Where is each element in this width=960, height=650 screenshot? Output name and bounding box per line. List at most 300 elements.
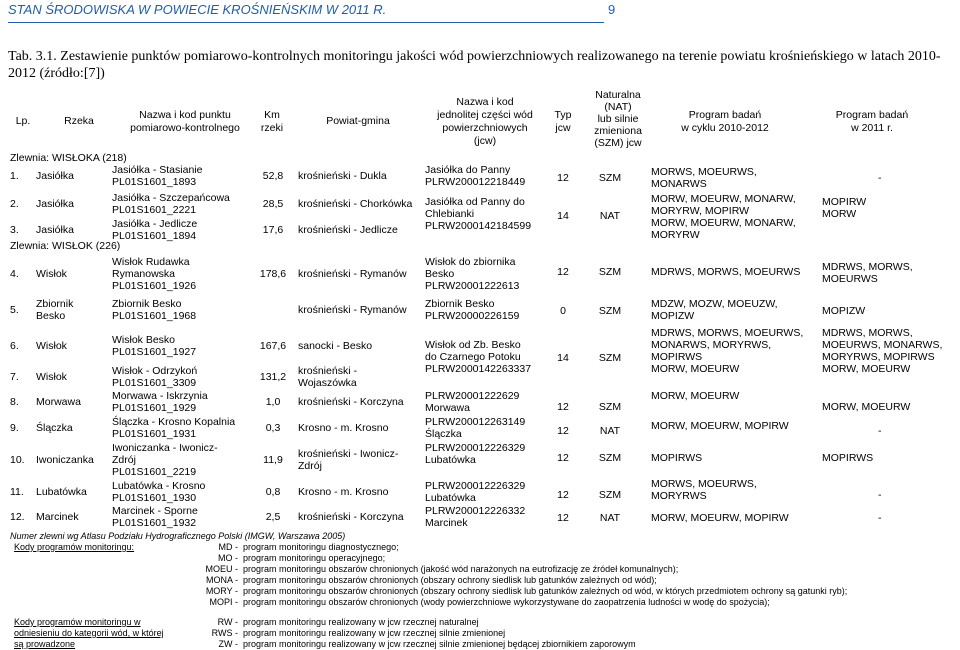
jcw-name: [425, 390, 565, 414]
row-lp-line: 3.: [10, 224, 19, 236]
row-point-line: PL01S1601_1894: [112, 230, 197, 242]
jcw-name-line: Lubatówka: [425, 454, 476, 466]
header-jcw: [415, 96, 555, 148]
program-cycle-line: MORW, MOEURW, MONARW,: [651, 217, 796, 229]
row-county-line: krośnieński - Chorkówka: [298, 198, 413, 210]
row-point-line: PL01S1601_1932: [112, 517, 197, 529]
running-header: STAN ŚRODOWISKA W POWIECIE KROŚNIEŃSKIM W 2011 R.: [8, 2, 387, 17]
row-county: [298, 268, 418, 280]
row-river-line: Zbiornik: [36, 298, 74, 310]
row-km-line: 167,6: [259, 340, 287, 352]
jcw-name-line: do Czarnego Potoku: [425, 351, 521, 363]
header-point: [110, 109, 260, 135]
row-point-line: PL01S1601_2219: [112, 466, 197, 478]
header-type: [543, 109, 583, 135]
header-km-line: rzeki: [260, 122, 284, 134]
header-jcw-line: jednolitej części wód: [437, 109, 533, 121]
legend-code: MOEU -: [205, 564, 238, 574]
row-river-line: Wisłok: [36, 340, 67, 352]
row-river: [36, 268, 116, 280]
jcw-nat: [590, 452, 630, 464]
program-cycle-line: MORW, MOEURW, MOPIRW: [651, 512, 789, 524]
jcw-name-line: Marcinek: [425, 517, 468, 529]
jcw-type-line: 0: [560, 305, 566, 317]
program-2011-line: MOPIRWS: [822, 452, 874, 464]
row-county-line: krośnieński - Jedlicze: [298, 224, 398, 236]
jcw-name-line: PLRW200012226332: [425, 505, 526, 517]
row-lp-line: 10.: [10, 454, 25, 466]
row-lp: [10, 340, 38, 352]
jcw-nat: [590, 210, 630, 222]
header-nat: [578, 89, 658, 149]
jcw-name: [425, 480, 565, 504]
program-2011-line: -: [878, 172, 882, 184]
jcw-type: [548, 401, 578, 413]
program-cycle: [651, 166, 821, 190]
program-cycle-line: MDZW, MOZW, MOEUZW,: [651, 298, 778, 310]
jcw-name-line: Morwawa: [425, 402, 470, 414]
row-lp: [10, 224, 38, 236]
row-lp: [10, 396, 38, 408]
header-type-line: jcw: [555, 122, 571, 134]
row-point-line: Jasiółka - Stasianie: [112, 164, 203, 176]
row-river: [36, 224, 116, 236]
row-river-line: Lubatówka: [36, 486, 87, 498]
row-point: [112, 390, 262, 414]
row-river-line: Jasiółka: [36, 224, 74, 236]
row-river-line: Besko: [36, 310, 66, 322]
header-nat-line: (NAT): [604, 101, 632, 113]
jcw-nat-line: SZM: [598, 452, 622, 464]
jcw-nat: [590, 401, 630, 413]
jcw-type: [548, 266, 578, 278]
row-lp-line: 6.: [10, 340, 19, 352]
row-km-line: 1,0: [265, 396, 281, 408]
header-km: [252, 109, 292, 135]
program-2011-line: MORW, MOEURW: [822, 401, 911, 413]
row-km-line: 2,5: [265, 511, 281, 523]
row-county-line: krośnieński -: [298, 365, 357, 377]
jcw-type-line: 12: [557, 172, 569, 184]
row-river: [36, 298, 116, 322]
program-2011-line: MOEURWS: [822, 273, 878, 285]
header-nat-line: Naturalna: [595, 89, 641, 101]
row-km-line: 0,8: [265, 486, 281, 498]
page-number: 9: [608, 2, 616, 17]
legend-description: program monitoringu realizowany w jcw rzecznej silnie zmienionej będącej zbiornikiem zaporowym: [243, 639, 636, 649]
row-point-line: PL01S1601_1929: [112, 402, 197, 414]
row-county: [298, 340, 418, 352]
row-km: [256, 486, 290, 498]
jcw-type: [548, 352, 578, 364]
header-jcw-line: Nazwa i kod: [456, 96, 514, 108]
row-km-line: 0,3: [265, 422, 281, 434]
row-county-line: krośnieński - Rymanów: [298, 268, 407, 280]
row-county: [298, 304, 418, 316]
row-km: [256, 511, 290, 523]
jcw-type-line: 12: [557, 266, 569, 278]
program-cycle-line: MORW, MOEURW, MOPIRW: [651, 420, 789, 432]
legend-description: program monitoringu operacyjnego;: [243, 553, 386, 563]
row-point-line: Jasiółka - Szczepańcowa: [112, 192, 230, 204]
row-km-line: 178,6: [259, 268, 287, 280]
jcw-name: [425, 505, 565, 529]
program-2011: [822, 452, 960, 464]
row-lp-line: 9.: [10, 422, 19, 434]
program-2011: [822, 196, 960, 220]
row-point-line: Zbiornik Besko: [112, 298, 182, 310]
legend-title-programs: Kody programów monitoringu:: [14, 542, 135, 552]
jcw-nat: [590, 305, 630, 317]
header-program-2011-line: Program badań: [835, 109, 909, 121]
jcw-name-line: PLRW200012226329: [425, 442, 526, 454]
header-river: [44, 115, 114, 127]
row-county-line: Zdrój: [298, 460, 322, 472]
row-lp: [10, 198, 38, 210]
row-county-line: krośnieński - Korczyna: [298, 396, 404, 408]
legend-title-categories: odniesieniu do kategorii wód, w której: [14, 628, 164, 638]
program-2011-line: MDRWS, MORWS,: [822, 327, 913, 339]
program-2011: [878, 512, 890, 524]
program-cycle: [651, 266, 821, 278]
header-point-line: pomiarowo-kontrolnego: [130, 122, 240, 134]
program-2011: [822, 401, 960, 413]
program-2011: [822, 261, 960, 285]
row-lp-line: 2.: [10, 198, 19, 210]
row-km-line: 131,2: [259, 371, 287, 383]
row-km: [256, 170, 290, 182]
jcw-name-line: Wisłok do zbiornika: [425, 256, 516, 268]
row-county-line: krośnieński - Dukla: [298, 170, 387, 182]
legend-code: MOPI -: [209, 597, 238, 607]
jcw-nat-line: SZM: [598, 266, 622, 278]
row-point: [112, 365, 262, 389]
row-point-line: PL01S1601_1968: [112, 310, 197, 322]
jcw-type: [548, 172, 578, 184]
row-river: [36, 340, 116, 352]
header-program-2011: [812, 109, 932, 135]
row-river: [36, 454, 116, 466]
row-county: [298, 365, 418, 389]
row-river-line: Ślączka: [36, 422, 73, 434]
jcw-name-line: PLRW2000142263337: [425, 363, 532, 375]
legend-description: program monitoringu diagnostycznego;: [243, 542, 399, 552]
jcw-name-line: PLRW200012218449: [425, 176, 526, 188]
row-county: [298, 396, 418, 408]
row-county-line: sanocki - Besko: [298, 340, 373, 352]
legend-code: MONA -: [205, 575, 238, 585]
row-county: [298, 486, 418, 498]
legend-title-categories: Kody programów monitoringu w: [14, 617, 141, 627]
row-county-line: krośnieński - Korczyna: [298, 511, 404, 523]
program-2011-line: MORW: [822, 208, 857, 220]
row-km: [256, 268, 290, 280]
jcw-nat: [590, 512, 630, 524]
program-cycle: [651, 193, 821, 241]
program-cycle-line: MORYRWS: [651, 490, 707, 502]
jcw-name-line: Chlebianki: [425, 208, 475, 220]
row-point: [112, 256, 262, 292]
row-river-line: Jasiółka: [36, 170, 74, 182]
row-lp: [10, 170, 38, 182]
jcw-name-line: Ślączka: [425, 428, 462, 440]
row-river-line: Morwawa: [36, 396, 81, 408]
jcw-type-line: 14: [557, 352, 569, 364]
row-river-line: Marcinek: [36, 511, 79, 523]
jcw-nat: [590, 266, 630, 278]
header-nat-line: (SZM) jcw: [594, 137, 642, 149]
row-lp-line: 4.: [10, 268, 19, 280]
legend-description: program monitoringu obszarów chronionych (obszary ochrony siedlisk lub gatunków zależnych od wód);: [243, 575, 657, 585]
program-2011-line: MOEURWS, MONARWS,: [822, 339, 943, 351]
jcw-type-line: 12: [557, 452, 569, 464]
header-type-line: Typ: [554, 109, 572, 121]
row-km: [256, 422, 290, 434]
legend-code: MORY -: [205, 586, 238, 596]
row-point: [112, 192, 262, 216]
header-lp-line: Lp.: [15, 115, 31, 127]
jcw-name-line: PLRW20001222629: [425, 390, 520, 402]
jcw-type-line: 12: [557, 489, 569, 501]
program-cycle-line: MORYRW: [651, 229, 700, 241]
jcw-type: [548, 210, 578, 222]
row-km-line: 11,9: [263, 454, 283, 466]
program-cycle: [651, 478, 821, 502]
jcw-type-line: 12: [557, 425, 569, 437]
jcw-type: [548, 425, 578, 437]
row-county-line: Krosno - m. Krosno: [298, 422, 389, 434]
program-2011: [878, 172, 890, 184]
program-2011-line: MOPIRW: [822, 196, 867, 208]
row-lp-line: 11.: [10, 486, 24, 498]
jcw-nat-line: NAT: [599, 210, 621, 222]
row-point: [112, 442, 262, 478]
jcw-type: [548, 305, 578, 317]
header-lp: [8, 115, 38, 127]
row-point: [112, 505, 262, 529]
row-lp: [10, 486, 38, 498]
jcw-name-line: PLRW200012226329: [425, 480, 526, 492]
row-county: [298, 170, 418, 182]
program-cycle-line: MONARWS, MORYRWS,: [651, 339, 772, 351]
row-point-line: Zdrój: [112, 454, 136, 466]
program-cycle-line: MONARWS: [651, 178, 707, 190]
row-river-line: Iwoniczanka: [36, 454, 94, 466]
header-program-cycle: [655, 109, 795, 135]
jcw-name: [425, 442, 565, 466]
row-km: [256, 340, 290, 352]
row-point-line: PL01S1601_2221: [112, 204, 197, 216]
legend-description: program monitoringu obszarów chronionych (jakość wód narażonych na eutrofizację ze źródeł komunalnych);: [243, 564, 679, 574]
row-river: [36, 511, 116, 523]
program-2011: [822, 327, 960, 375]
row-county: [298, 511, 418, 523]
row-river-line: Jasiółka: [36, 198, 74, 210]
jcw-nat: [590, 425, 630, 437]
program-cycle-line: MOPIRWS: [651, 452, 703, 464]
program-cycle-line: MDRWS, MORWS, MOEURWS: [651, 266, 801, 278]
jcw-type: [548, 489, 578, 501]
jcw-type-line: 12: [557, 401, 569, 413]
row-point-line: PL01S1601_1930: [112, 492, 197, 504]
jcw-nat-line: NAT: [599, 512, 621, 524]
jcw-name: [425, 416, 565, 440]
jcw-name-line: Jasiółka od Panny do: [425, 196, 525, 208]
row-point: [112, 164, 262, 188]
program-cycle-line: MDRWS, MORWS, MOEURWS,: [651, 327, 804, 339]
jcw-type: [548, 452, 578, 464]
row-point-line: PL01S1601_1927: [112, 346, 197, 358]
legend-code: MO -: [218, 553, 238, 563]
row-km: [256, 371, 290, 383]
row-lp: [10, 304, 38, 316]
row-point: [112, 480, 262, 504]
jcw-nat-line: SZM: [598, 305, 622, 317]
jcw-name-line: Zbiornik Besko: [425, 298, 495, 310]
row-point-line: Marcinek - Sporne: [112, 505, 198, 517]
legend-code: ZW -: [218, 639, 238, 649]
header-river-line: Rzeka: [64, 115, 94, 127]
row-county: [298, 224, 418, 236]
program-cycle: [651, 327, 821, 375]
row-county-line: Krosno - m. Krosno: [298, 486, 389, 498]
jcw-nat-line: SZM: [598, 172, 622, 184]
jcw-name-line: Lubatówka: [425, 492, 476, 504]
jcw-name-line: PLRW20001222613: [425, 280, 520, 292]
row-river: [36, 371, 116, 383]
header-program-cycle-line: w cyklu 2010-2012: [681, 122, 769, 134]
program-cycle-line: MORYRW, MOPIRW: [651, 205, 750, 217]
table-caption: Tab. 3.1. Zestawienie punktów pomiarowo-kontrolnych monitoringu jakości wód powierzchniowych realizowanego na terenie powiatu krośnieńskiego w latach 2010-2012 (źródło:[7]): [8, 49, 941, 81]
program-cycle: [651, 390, 821, 402]
header-program-2011-line: w 2011 r.: [851, 122, 893, 134]
program-cycle-line: MORWS, MOEURWS,: [651, 166, 757, 178]
row-km: [256, 454, 290, 466]
jcw-name-line: Jasiółka do Panny: [425, 164, 511, 176]
row-km: [256, 198, 290, 210]
program-cycle-line: MORW, MOEURW, MONARW,: [651, 193, 796, 205]
header-rule: [8, 22, 604, 23]
row-lp-line: 1.: [10, 170, 19, 182]
jcw-name-line: PLRW200012263149: [425, 416, 526, 428]
jcw-name-line: PLRW2000142184599: [425, 220, 532, 232]
legend-description: program monitoringu obszarów chronionych (wody powierzchniowe wykorzystywane do zaopatrzenia ludności w wodę do spożycia);: [243, 597, 770, 607]
row-lp-line: 5.: [10, 304, 19, 316]
header-km-line: Km: [264, 109, 280, 121]
row-lp: [10, 454, 38, 466]
program-2011-line: MOPIZW: [822, 305, 866, 317]
program-2011-line: -: [878, 512, 882, 524]
jcw-name: [425, 298, 565, 322]
row-river-line: Wisłok: [36, 371, 67, 383]
row-km-line: 28,5: [262, 198, 284, 210]
row-river: [36, 396, 116, 408]
jcw-nat-line: SZM: [598, 401, 622, 413]
program-2011-line: -: [878, 489, 882, 501]
row-point-line: Wisłok - Odrzykoń: [112, 365, 198, 377]
row-river-line: Wisłok: [36, 268, 67, 280]
jcw-type-line: 12: [557, 512, 569, 524]
row-river: [36, 198, 116, 210]
jcw-nat-line: SZM: [598, 489, 622, 501]
header-county-line: Powiat-gmina: [326, 115, 390, 127]
header-nat-line: lub silnie: [597, 113, 639, 125]
catchment-group-label: Zlewnia: WISŁOKA (218): [10, 152, 127, 164]
header-point-line: Nazwa i kod punktu: [139, 109, 231, 121]
jcw-nat: [590, 172, 630, 184]
program-cycle-line: MORW, MOEURW: [651, 390, 740, 402]
row-point: [112, 334, 262, 358]
row-point-line: PL01S1601_1893: [112, 176, 197, 188]
jcw-type: [548, 512, 578, 524]
jcw-name: [425, 164, 565, 188]
legend-description: program monitoringu realizowany w jcw rzecznej silnie zmienionej: [243, 628, 506, 638]
row-county: [298, 448, 418, 472]
catchment-group-label: Zlewnia: WISŁOK (226): [10, 240, 121, 252]
program-2011: [878, 489, 890, 501]
program-cycle-line: MOPIZW: [651, 310, 695, 322]
row-km-line: 17,6: [262, 224, 284, 236]
jcw-nat: [590, 489, 630, 501]
row-point-line: Rymanowska: [112, 268, 176, 280]
legend-code: RW -: [217, 617, 238, 627]
row-river: [36, 486, 116, 498]
program-2011: [878, 425, 890, 437]
header-county: [298, 115, 418, 127]
row-county-line: krośnieński - Iwonicz-: [298, 448, 399, 460]
row-point-line: Iwoniczanka - Iwonicz-: [112, 442, 218, 454]
row-km-line: 52,8: [262, 170, 284, 182]
row-point-line: PL01S1601_1926: [112, 280, 197, 292]
row-lp: [10, 268, 38, 280]
row-county-line: Wojaszówka: [298, 377, 357, 389]
legend-code: MD -: [218, 542, 238, 552]
program-cycle: [651, 452, 821, 464]
jcw-name-line: PLRW20000226159: [425, 310, 520, 322]
row-point-line: PL01S1601_3309: [112, 377, 197, 389]
row-point-line: PL01S1601_1931: [112, 428, 197, 440]
legend-description: program monitoringu realizowany w jcw rzecznej naturalnej: [243, 617, 479, 627]
jcw-name: [425, 256, 565, 292]
row-point: [112, 298, 262, 322]
jcw-type-line: 14: [557, 210, 569, 222]
program-2011-line: MORYRWS, MOPIRWS: [822, 351, 935, 363]
program-cycle-line: MORW, MOEURW: [651, 363, 740, 375]
row-point-line: Wisłok Rudawka: [112, 256, 190, 268]
row-point-line: Lubatówka - Krosno: [112, 480, 206, 492]
row-lp-line: 8.: [10, 396, 19, 408]
legend-title-categories: są prowadzone: [14, 639, 76, 649]
row-lp-line: 7.: [10, 371, 19, 383]
row-river: [36, 170, 116, 182]
jcw-name-line: Wisłok od Zb. Besko: [425, 339, 521, 351]
row-point-line: Ślączka - Krosno Kopalnia: [112, 416, 236, 428]
program-cycle-line: MORWS, MOEURWS,: [651, 478, 757, 490]
jcw-name-line: Besko: [425, 268, 455, 280]
program-cycle: [651, 420, 821, 432]
jcw-name: [425, 196, 565, 232]
row-lp-line: 12.: [10, 511, 25, 523]
jcw-nat-line: SZM: [598, 352, 622, 364]
legend-code: RWS -: [211, 628, 238, 638]
row-lp: [10, 511, 38, 523]
legend-description: program monitoringu obszarów chronionych (obszary ochrony siedlisk lub gatunków zależnych od wód, w których przedmiotem ochrony są gatunki ryb);: [243, 586, 848, 596]
program-2011-line: -: [878, 425, 882, 437]
row-county-line: krośnieński - Rymanów: [298, 304, 407, 316]
header-jcw-line: (jcw): [473, 135, 497, 147]
row-lp: [10, 371, 38, 383]
jcw-name: [425, 339, 565, 375]
